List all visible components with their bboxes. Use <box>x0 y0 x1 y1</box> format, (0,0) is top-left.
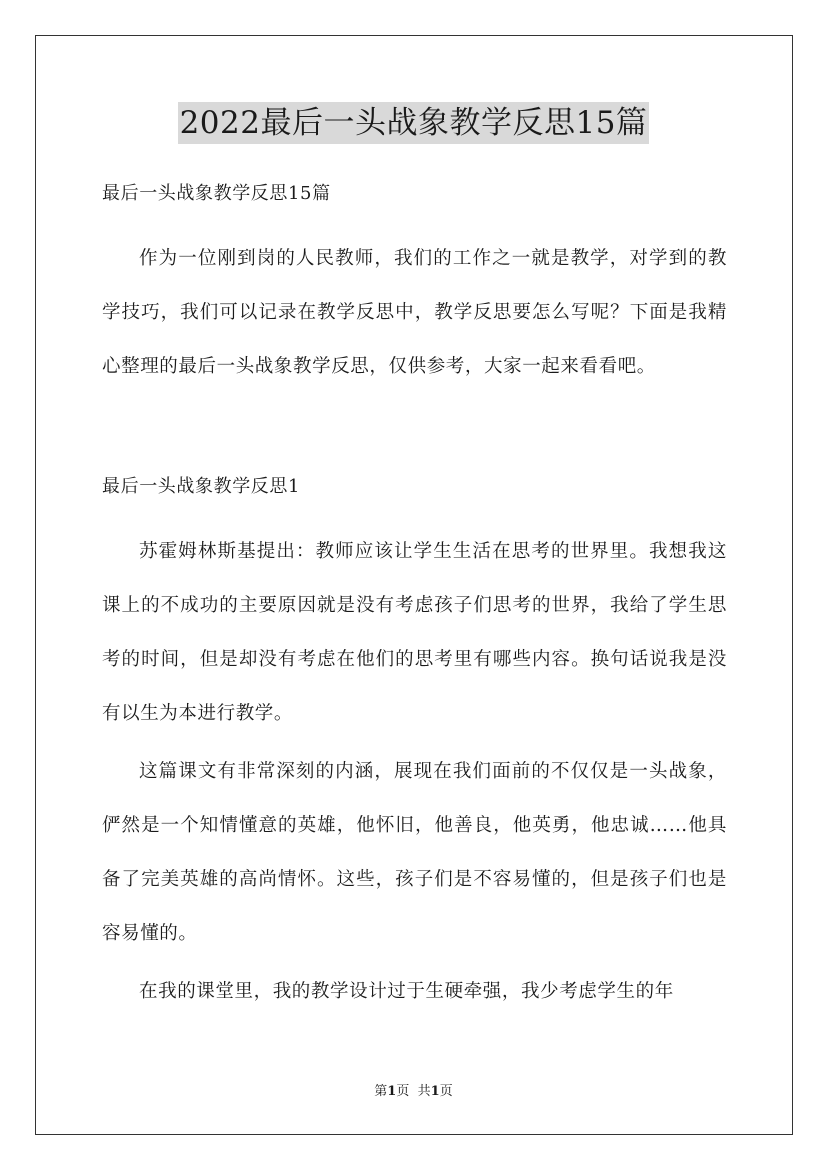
footer-page-number: 1 <box>387 1084 397 1099</box>
section-1-paragraph-3: 在我的课堂里，我的教学设计过于生硬牵强，我少考虑学生的年 <box>139 981 674 1002</box>
footer-total-suffix: 页 <box>439 1084 453 1099</box>
section-1-paragraph-1: 苏霍姆林斯基提出：教师应该让学生生活在思考的世界里。我想我这课上的不成功的主要原因就是没有考虑孩子们思考的世界，我给了学生思考的时间，但是却没有考虑在他们的思考里有哪些内容。换句话说我是没有以生为本进行教学。 <box>102 541 727 724</box>
footer-total-prefix: 共 <box>417 1084 431 1099</box>
footer-total-pages: 1 <box>430 1084 440 1099</box>
footer-page-suffix: 页 <box>396 1084 410 1099</box>
document-title-text: 2022最后一头战象教学反思15篇 <box>178 102 650 144</box>
intro-paragraph: 作为一位刚到岗的人民教师，我们的工作之一就是教学，对学到的教学技巧，我们可以记录在教学反思中，教学反思要怎么写呢？下面是我精心整理的最后一头战象教学反思，仅供参考，大家一起来看看吧。 <box>102 248 727 377</box>
footer-page-prefix: 第 <box>374 1084 388 1099</box>
intro-heading: 最后一头战象教学反思15篇 <box>102 183 331 204</box>
page-footer <box>0 1083 827 1101</box>
section-1-paragraph-2: 这篇课文有非常深刻的内涵，展现在我们面前的不仅仅是一头战象，俨然是一个知情懂意的英雄，他怀旧，他善良，他英勇，他忠诚……他具备了完美英雄的高尚情怀。这些，孩子们是不容易懂的，但是孩子们也是容易懂的。 <box>102 761 727 944</box>
section-1-heading: 最后一头战象教学反思1 <box>102 476 301 497</box>
document-title <box>0 102 827 144</box>
document-body <box>102 178 727 1019</box>
